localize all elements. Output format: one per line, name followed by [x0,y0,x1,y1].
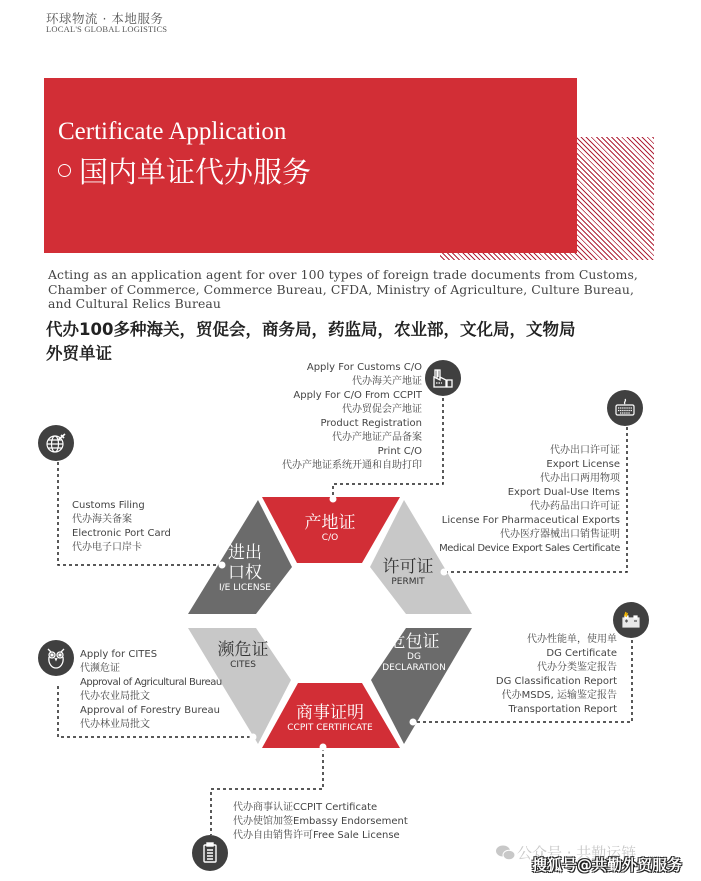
banner-title-cn-text: 国内单证代办服务 [79,155,312,189]
callout-cites-item: 代濒危证 [80,663,120,674]
callout-permit-item: Export Dual-Use Items [507,487,620,498]
keyboard-icon [607,390,643,426]
callout-permit-item: 代办出口两用物项 [540,473,620,484]
callout-co-item: Product Registration [320,418,422,429]
callout-ie-list [72,499,171,555]
callout-co-item: 代办贸促会产地证 [342,404,422,415]
callout-permit-item: 代办药品出口许可证 [530,501,620,512]
watermark-sohu: 搜狐号@共勤外贸服务 [532,856,683,874]
callout-ccpit-item: 代办自由销售许可Free Sale License [233,830,400,841]
callout-dg-item: 代办MSDS, 运输鉴定报告 [501,690,617,701]
callout-cites-item: Approval of Agricultural Bureau [80,677,222,688]
callout-dg-item: Transportation Report [508,704,617,715]
callout-cites-item: Apply for CITES [80,649,158,660]
callout-permit-item: Medical Device Export Sales Certificate [439,543,620,554]
callout-ie-item: Customs Filing [72,500,145,511]
intro-chinese-line1: 代办100多种海关，贸促会，商务局，药监局，农业部，文化局，文物局 [46,320,576,339]
callout-cites-item: 代办农业局批文 [80,691,150,702]
globe-plane-icon [38,425,74,461]
callout-dg-list [440,633,617,717]
intro-chinese-line2: 外贸单证 [46,344,112,363]
intro-english: Acting as an application agent for over 100 types of foreign trade documents from Customs, Chamber of Commerce, Commerce Bureau, CFDA, Ministry of Agriculture, Culture Bureau, and Cultural Relics Bureau [48,267,638,312]
callout-co-list [260,361,422,473]
callout-ccpit-list [233,801,408,843]
factory-icon [425,360,461,396]
callout-permit-item: 代办医疗器械出口销售证明 [500,529,620,540]
banner-title-en: Certificate Application [58,118,287,145]
callout-cites-item: 代办林业局批文 [80,719,150,730]
callout-ie-item: 代办电子口岸卡 [72,542,142,553]
callout-co-item: 代办产地证系统开通和自助打印 [282,460,422,471]
callout-dg-item: DG Classification Report [495,676,617,687]
segment-ccpit-label[interactable]: 商事证明 CCPIT CERTIFICATE [287,703,373,733]
owl-icon [38,640,74,676]
callout-cites-item: Approval of Forestry Bureau [80,705,220,716]
callout-co-item: Print C/O [377,446,422,457]
segment-cites-label[interactable]: 濒危证 CITES [217,640,269,670]
callout-co-item: Apply For Customs C/O [306,362,422,373]
segment-co-label[interactable]: 产地证 C/O [304,513,356,543]
callout-co-item: 代办海关产地证 [352,376,422,387]
clipboard-icon [192,835,228,871]
battery-icon [613,602,649,638]
callout-cites-list [80,648,222,732]
callout-permit-item: Export License [546,459,620,470]
callout-permit-item: 代办出口许可证 [550,445,620,456]
callout-dg-item: DG Certificate [546,648,617,659]
watermark-wechat: 公众号 · 共勤运链 [517,844,637,862]
brand-title-en: LOCAL'S GLOBAL LOGISTICS [46,24,168,34]
segment-dg-label[interactable]: 危包证 DG DECLARATION [382,632,446,673]
callout-ccpit-item: 代办商事认证CCPIT Certificate [233,802,378,813]
segment-permit-label[interactable]: 许可证 PERMIT [382,557,434,587]
callout-co-item: Apply For C/O From CCPIT [293,390,422,401]
callout-dg-item: 代办分类鉴定报告 [537,662,617,673]
wechat-icon [496,845,516,865]
segment-ie-label[interactable]: 进出 口权 I/E LICENSE [218,543,271,593]
callout-ccpit-item: 代办使馆加签Embassy Endorsement [233,816,408,827]
brand-title-cn: 环球物流 · 本地服务 [46,11,164,26]
callout-permit-list [420,444,620,556]
callout-ie-item: Electronic Port Card [72,528,171,539]
callout-ie-item: 代办海关备案 [72,514,132,525]
callout-permit-item: License For Pharmaceutical Exports [441,515,620,526]
callout-co-item: 代办产地证产品备案 [332,432,422,443]
callout-dg-item: 代办性能单，使用单 [527,634,617,645]
